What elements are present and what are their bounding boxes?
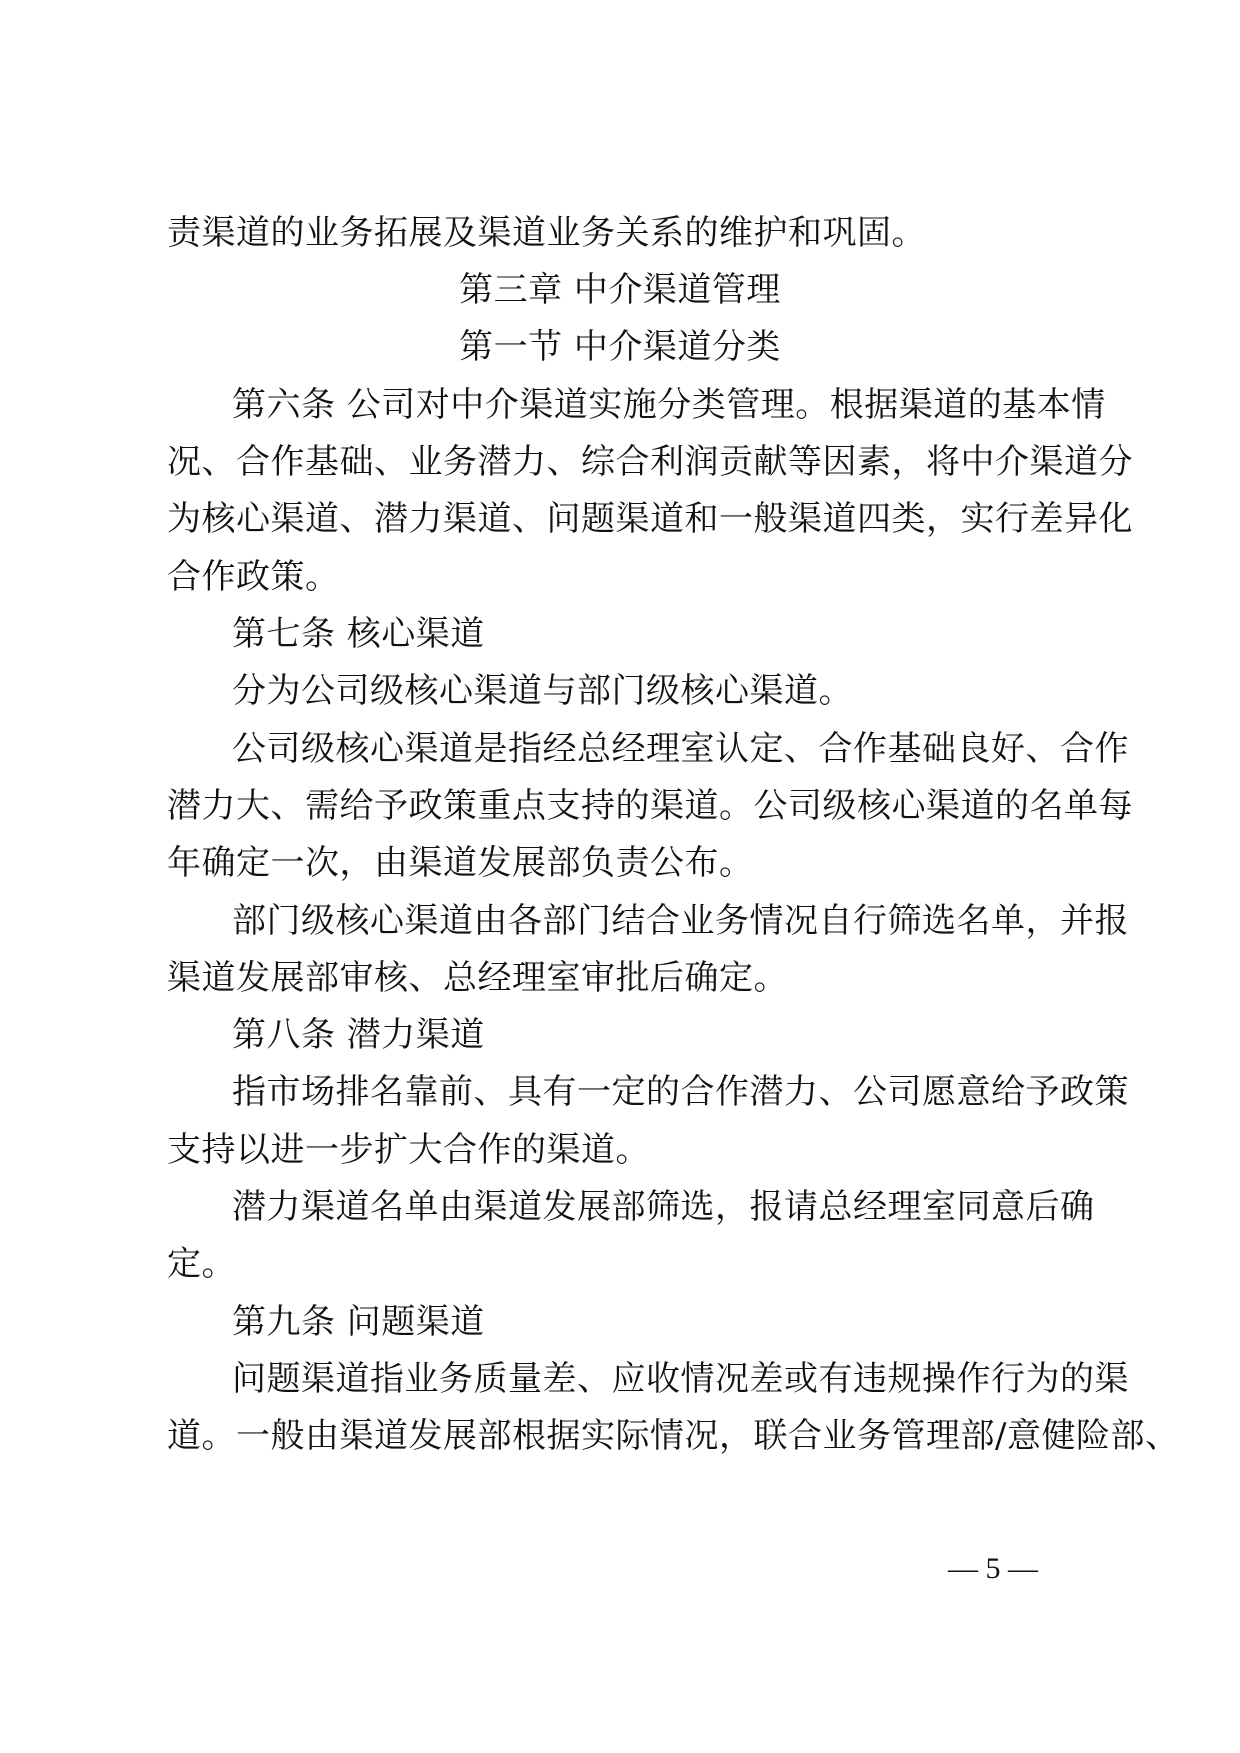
chapter-heading: 第三章 中介渠道管理	[459, 270, 781, 310]
article-8-paragraph-1-line-2: 支持以进一步扩大合作的渠道。	[167, 1130, 650, 1170]
article-7-heading: 第七条 核心渠道	[232, 614, 485, 654]
text-line-1: 责渠道的业务拓展及渠道业务关系的维护和巩固。	[167, 213, 926, 253]
article-9-paragraph-line-1: 问题渠道指业务质量差、应收情况差或有违规操作行为的渠	[232, 1359, 1129, 1399]
article-9-paragraph-line-2: 道。一般由渠道发展部根据实际情况，联合业务管理部/意健险部、	[167, 1416, 1180, 1456]
article-7-paragraph-2-line-3: 年确定一次，由渠道发展部负责公布。	[167, 843, 754, 883]
article-8-paragraph-2-line-2: 定。	[167, 1244, 236, 1284]
article-7-paragraph-3-line-1: 部门级核心渠道由各部门结合业务情况自行筛选名单，并报	[232, 901, 1129, 941]
article-6-line-3: 为核心渠道、潜力渠道、问题渠道和一般渠道四类，实行差异化	[167, 499, 1133, 539]
article-7-paragraph-2-line-2: 潜力大、需给予政策重点支持的渠道。公司级核心渠道的名单每	[167, 786, 1133, 826]
article-6-line-1: 第六条 公司对中介渠道实施分类管理。根据渠道的基本情	[232, 385, 1106, 425]
article-8-paragraph-1-line-1: 指市场排名靠前、具有一定的合作潜力、公司愿意给予政策	[232, 1072, 1129, 1112]
page-number: — 5 —	[948, 1552, 1038, 1585]
article-7-paragraph-2-line-1: 公司级核心渠道是指经总经理室认定、合作基础良好、合作	[232, 729, 1129, 769]
article-7-paragraph-3-line-2: 渠道发展部审核、总经理室审批后确定。	[167, 958, 788, 998]
section-heading: 第一节 中介渠道分类	[459, 327, 781, 367]
article-6-line-4: 合作政策。	[167, 557, 340, 597]
article-8-paragraph-2-line-1: 潜力渠道名单由渠道发展部筛选，报请总经理室同意后确	[232, 1187, 1095, 1227]
article-8-heading: 第八条 潜力渠道	[232, 1015, 485, 1055]
article-6-line-2: 况、合作基础、业务潜力、综合利润贡献等因素，将中介渠道分	[167, 442, 1133, 482]
article-7-paragraph-1: 分为公司级核心渠道与部门级核心渠道。	[232, 671, 853, 711]
article-9-heading: 第九条 问题渠道	[232, 1302, 485, 1342]
